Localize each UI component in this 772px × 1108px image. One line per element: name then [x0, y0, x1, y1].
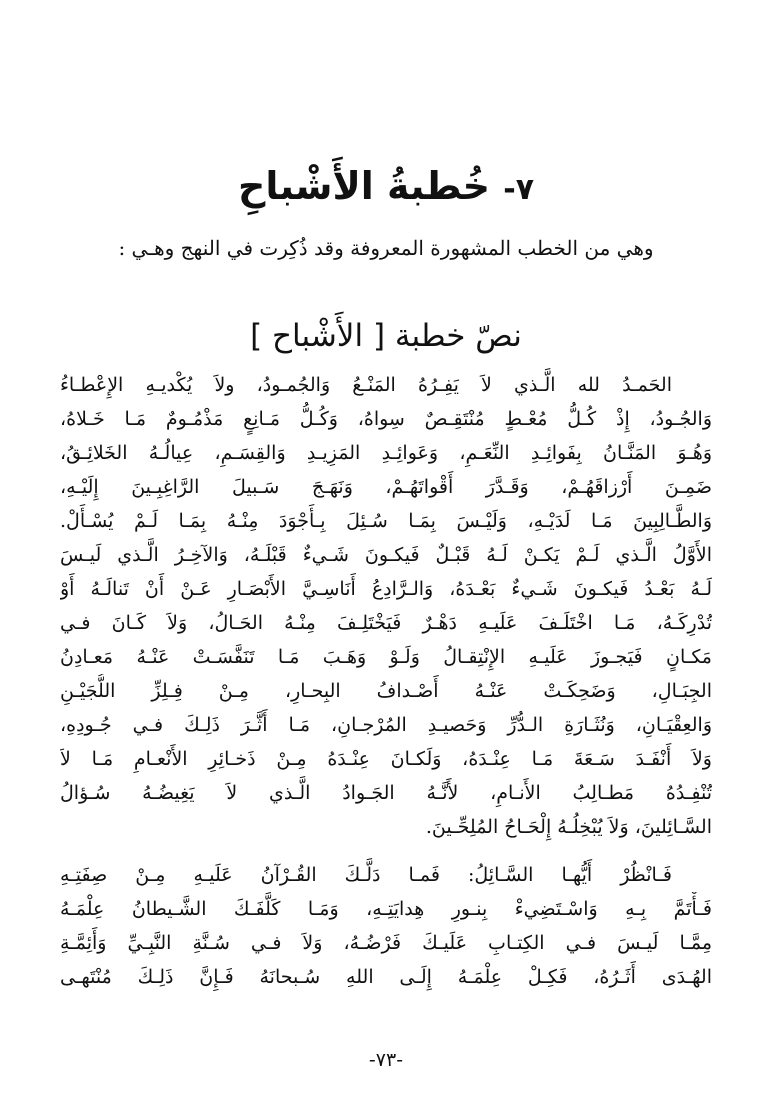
text-line: مِمَّـا لَيـسَ فـي الكِتـابِ عَلَيـكَ فَرْضُـهُ، وَلاَ فـي سُـنَّةِ النَّبِـيِّ وَأَئِمَّـةِ [60, 932, 712, 954]
text-line: وَالطَّـالِبِينَ مَـا لَدَيْـهِ، وَلَيْـسَ بِمَـا سُـئِلَ بِـأَجْوَدَ مِنْـهُ بِمَـا لَـمْ يُسْـأَلْ. [60, 510, 712, 532]
chapter-heading [0, 158, 772, 218]
text-line: وَالعِقْيَـانِ، وَنُثَـارَةِ الـدُّرِّ وَحَصيـدِ المُرْجـانِ، مَـا أَثَّـرَ ذَلِـكَ فـي جُـودِهِ، [60, 714, 712, 736]
text-line: الهُـدَى أَثَـرُهُ، فَكِـلْ عِلْمَـهُ إِلَـى اللهِ سُـبحانَهُ فَـإِنَّ ذَلِـكَ مُنْتَهـى [60, 966, 712, 988]
text-line: وَالجُـودُ، إِذْ كُـلُّ مُعْـطٍ مُنْتَقِـصٌ سِواهُ، وَكُـلُّ مَـانِعٍ مَذْمُـومٌ مَـا خَـلاهُ، [60, 408, 712, 430]
text-line: وَلاَ أَنْفَـدَ سَـعَةَ مَـا عِنْـدَهُ، وَلَكـانَ عِنْـدَهُ مِـنْ ذَخـائِرِ الأَنْعـامِ مَـا لاَ [60, 748, 712, 770]
text-line: تُنْفِـدُهُ مَطـالِبُ الأَنـامِ، لأَنَّـهُ الجَـوادُ الَّـذي لاَ يَغِيضُـهُ سُـؤالُ [60, 782, 712, 804]
section-title: نصّ خطبة [ الأَشْباح ] [250, 318, 522, 354]
text-line: لَـهُ بَعْـدُ فَيكـونَ شَـيءٌ بَعْـدَهُ، وَالـرَّادِعُ أَنَاسِـيَّ الأَبْصَـارِ عَـنْ أَنْ تَنالَـهُ أَوْ [60, 578, 712, 600]
paragraph-gap [60, 844, 712, 858]
text-line: فَـأْتَمَّ بِـهِ وَاسْـتَضِيءْ بِنـورِ هِدايَتِـهِ، وَمَـا كَلَّفَـكَ الشَّـيطانُ عِلْمَـهُ [60, 898, 712, 920]
chapter-title: خُطبةُ الأَشْباحِ [237, 164, 491, 208]
text-line: السَّـائِلينَ، وَلاَ يُبْخِلُـهُ إِلْحَـاحُ المُلِحِّـينَ. [425, 816, 712, 838]
text-line: فَـانْظُرْ أَيُّهـا السَّـائِلُ: فَمـا دَلَّـكَ القُـرْآنُ عَلَيـهِ مِـنْ صِفَتِـهِ [60, 864, 672, 886]
paragraph-2 [60, 858, 712, 994]
text-line: وَهُـوَ المَنَّـانُ بِفَوائِـدِ النِّعَـمِ، وَعَوائِـدِ المَزِيـدِ وَالقِسَـمِ، عِيالُـهُ الخَلائِـقُ، [60, 442, 712, 464]
page-number: -٧٣- [368, 1049, 404, 1071]
text-line: الجِبَـالِ، وَضَحِكَـتْ عَنْـهُ أَصْـدافُ البِحـارِ، مِـنْ فِـلِزِّ اللُّجَيْـنِ [60, 680, 712, 702]
paragraph-1 [60, 368, 712, 844]
text-line: مَكـانٍ فَيَجـوزَ عَلَيـهِ الإِنْتِقـالُ وَلَـوْ وَهَـبَ مَـا تَنَفَّسَـتْ عَنْـهُ مَعـادِنُ [60, 646, 712, 668]
text-line: تُدْرِكَـهُ، مَـا اخْتَلَـفَ عَلَيـهِ دَهْـرٌ فَيَخْتَلِـفَ مِنْـهُ الحَـالُ، وَلاَ كَـانَ فـي [60, 612, 712, 634]
chapter-intro: وهي من الخطب المشهورة المعروفة وقد ذُكِرت في النهج وهـي : [118, 236, 654, 260]
text-line: الأَوَّلُ الَّـذي لَـمْ يَكـنْ لَـهُ قَبْـلٌ فَيكـونَ شَـيءٌ قَبْلَـهُ، وَالآخِـرُ الَّـذي لَيـسَ [60, 544, 712, 566]
text-line: ضَمِـنَ أَرْزاقَهُـمْ، وَقَـدَّرَ أَقْواتَهُـمْ، وَنَهَـجَ سَـبيلَ الرَّاغِبِـينَ إِلَيْـهِ، [60, 476, 712, 498]
sermon-text [60, 368, 712, 994]
chapter-number: ٧- [503, 172, 535, 207]
text-line: الحَمـدُ لله الَّـذي لاَ يَفِـرُهُ المَنْـعُ وَالجُمـودُ، ولاَ يُكْديـهِ الإِعْطـاءُ [60, 374, 672, 396]
